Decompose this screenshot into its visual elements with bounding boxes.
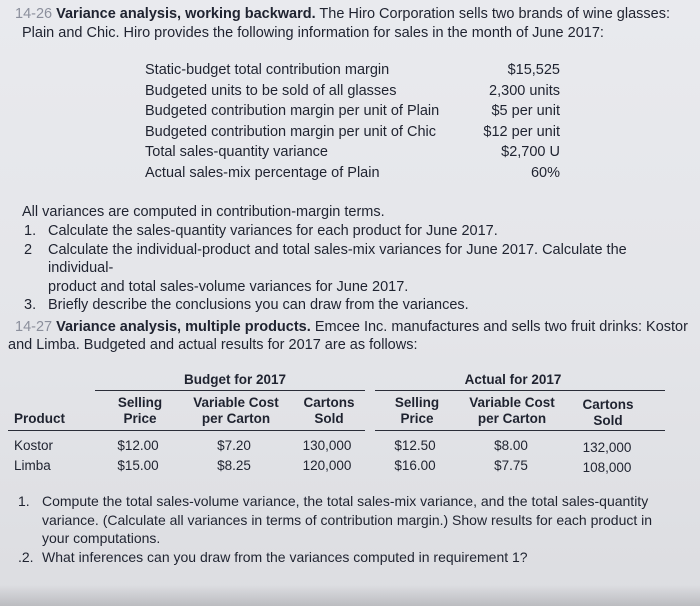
table-cell: 108,000: [582, 460, 632, 475]
actual-header: Actual for 2017: [464, 372, 562, 387]
given-information-list: [145, 60, 560, 183]
problem-number: 14-26: [15, 6, 53, 22]
requirements-14-27: [18, 492, 694, 566]
requirement-item: .2. What inferences can you draw from the variances computed in requirement 1?: [18, 548, 528, 565]
table-row-product: Limba: [14, 458, 51, 473]
problem-intro-line1: The Hiro Corporation sells two brands of wine glasses:: [319, 6, 670, 22]
given-item: Budgeted contribution margin per unit of Chic $12 per unit: [145, 123, 560, 140]
table-cell: $16.00: [394, 458, 436, 473]
table-cell: $12.50: [394, 438, 436, 453]
col-budget-price: Selling Price: [117, 395, 163, 426]
col-product: Product: [14, 411, 66, 426]
requirement-item: 1. Compute the total sales-volume variance, the total sales-mix variance, and the total sales-quantity variance. (Calculate all variances in terms of contribution margin.) Show results for each product in your computations.: [18, 493, 653, 546]
table-cell: $12.00: [117, 438, 159, 453]
table-row-product: Kostor: [14, 438, 54, 453]
problem-14-26-header: [15, 5, 695, 23]
table-cell: $8.00: [494, 438, 528, 453]
page-edge-shadow: [0, 585, 700, 606]
given-item: Static-budget total contribution margin $15,525: [145, 62, 560, 78]
given-item: Budgeted units to be sold of all glasses 2,300 units: [145, 82, 560, 99]
problem-intro-line2: Plain and Chic. Hiro provides the following information for sales in the month of June 2017:: [22, 25, 604, 41]
budget-subheader-rule: [8, 430, 365, 431]
table-cell: $15.00: [117, 458, 159, 473]
col-actual-cartons: Cartons Sold: [582, 397, 634, 428]
problem-title: Variance analysis, multiple products.: [56, 319, 311, 335]
table-cell: 120,000: [302, 458, 352, 473]
requirement-item: 3. Briefly describe the conclusions you can draw from the variances.: [24, 297, 469, 313]
col-budget-cartons: Cartons Sold: [303, 395, 355, 426]
problem-intro-line1: Emcee Inc. manufactures and sells two fruit drinks: Kostor: [314, 319, 688, 335]
given-item: Total sales-quantity variance $2,700 U: [145, 144, 560, 160]
table-cell: $7.75: [494, 458, 528, 473]
requirements-14-26: [24, 222, 694, 315]
given-item: Budgeted contribution margin per unit of Plain $5 per unit: [145, 103, 560, 119]
problem-14-27-header: [15, 318, 695, 336]
table-cell: 132,000: [582, 440, 632, 455]
col-actual-price: Selling Price: [394, 395, 440, 426]
col-actual-variable-cost: Variable Cost per Carton: [469, 395, 555, 426]
actual-header-rule: [375, 390, 665, 391]
problem-title: Variance analysis, working backward.: [56, 6, 316, 22]
budget-header: Budget for 2017: [183, 372, 287, 387]
given-item: Actual sales-mix percentage of Plain 60%: [145, 164, 560, 181]
actual-subheader-rule: [375, 430, 665, 431]
budget-header-rule: [95, 390, 365, 391]
table-cell: $8.25: [217, 458, 251, 473]
table-cell: $7.20: [217, 438, 251, 453]
variances-note: All variances are computed in contribution-margin terms.: [22, 204, 385, 220]
requirement-item: 2 Calculate the individual-product and total sales-mix variances for June 2017. Calculate the individual- product and total sales-volume variances for June 2017.: [24, 241, 627, 295]
requirement-item: 1. Calculate the sales-quantity variances for each product for June 2017.: [24, 223, 498, 239]
col-budget-variable-cost: Variable Cost per Carton: [193, 395, 279, 426]
problem-number: 14-27: [15, 319, 53, 335]
table-cell: 130,000: [302, 438, 352, 453]
problem-intro-line2: and Limba. Budgeted and actual results for 2017 are as follows:: [8, 337, 418, 353]
